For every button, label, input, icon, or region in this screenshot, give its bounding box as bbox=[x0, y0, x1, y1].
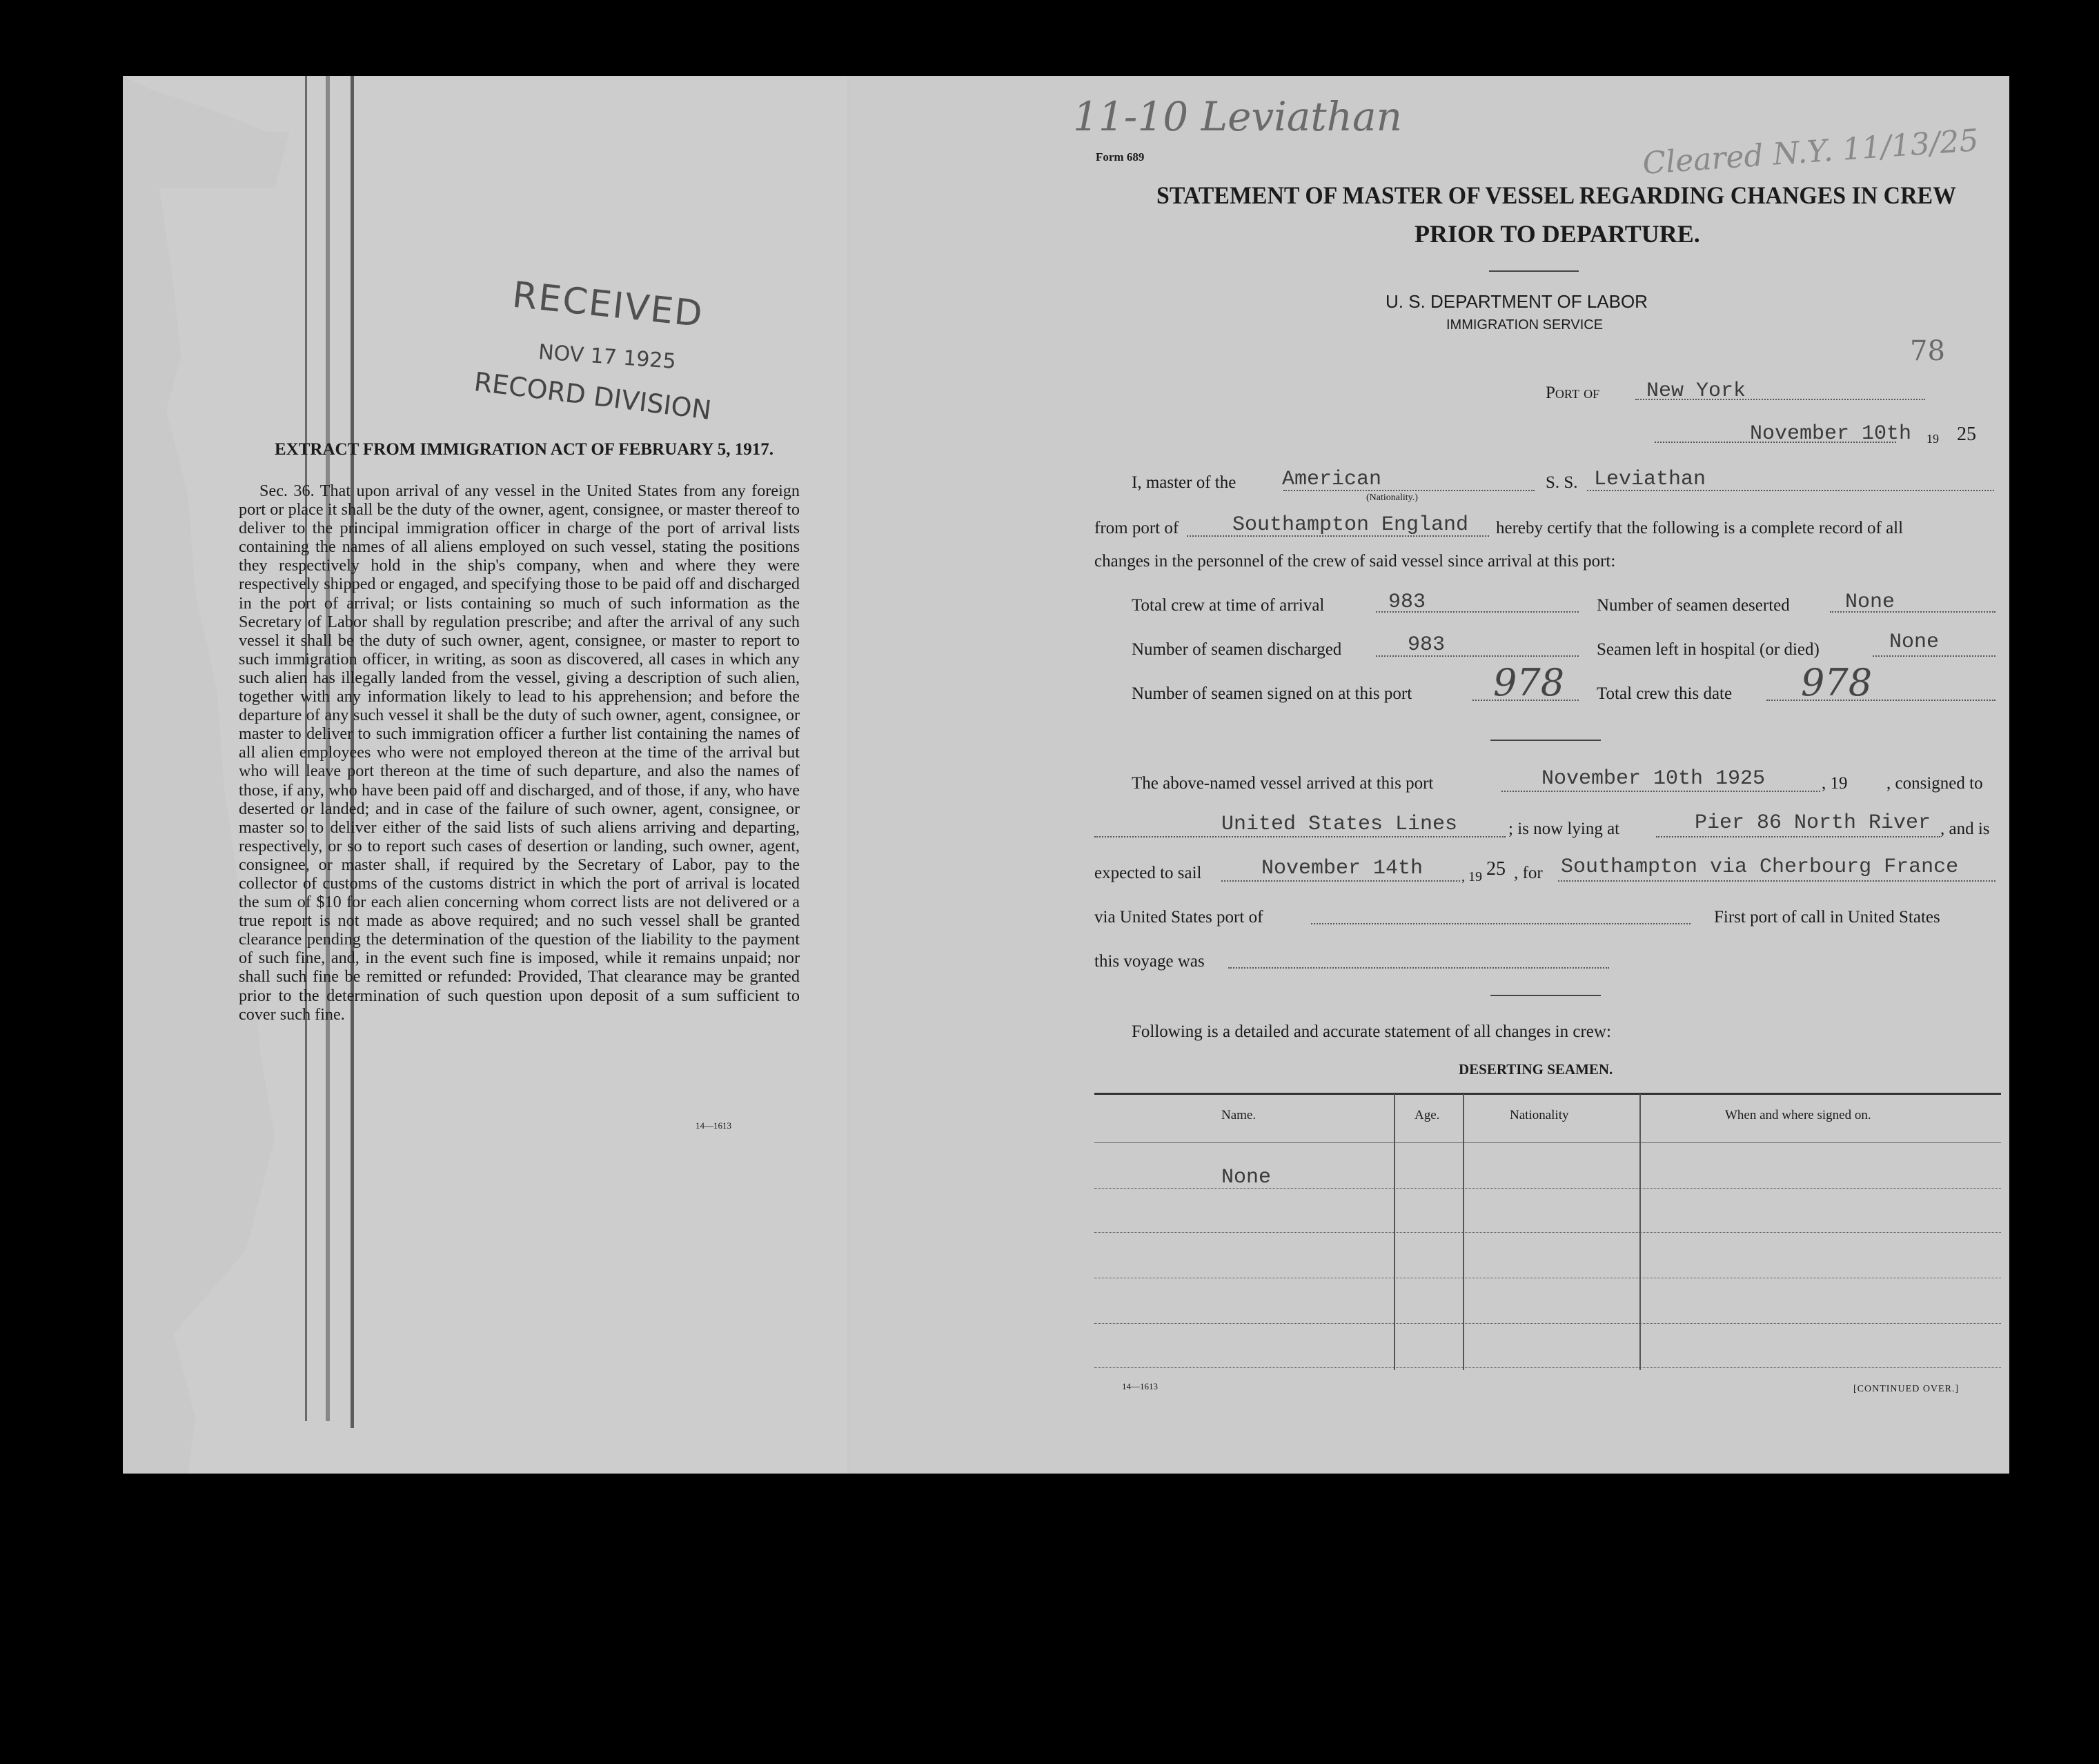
arrived-label: The above-named vessel arrived at this port bbox=[1132, 774, 1434, 793]
expected-year-prefix: , 19 bbox=[1461, 869, 1482, 884]
master-of-label: I, master of the bbox=[1132, 473, 1236, 492]
changes-text: changes in the personnel of the crew of said vessel since arrival at this port: bbox=[1094, 552, 1616, 571]
continued-over: [CONTINUED OVER.] bbox=[1853, 1384, 1960, 1394]
total-crew-date-value: 978 bbox=[1801, 661, 1873, 704]
received-stamp-line1: RECEIVED bbox=[510, 274, 706, 336]
seamen-deserted-value: None bbox=[1845, 591, 1895, 614]
and-is-label: , and is bbox=[1940, 820, 1990, 838]
consignee-line bbox=[1094, 836, 1506, 838]
section-divider-2 bbox=[1490, 995, 1601, 996]
seamen-deserted-label: Number of seamen deserted bbox=[1597, 596, 1790, 615]
total-crew-arrival-value: 983 bbox=[1388, 591, 1426, 614]
total-crew-arrival-label: Total crew at time of arrival bbox=[1132, 596, 1325, 615]
table-header-name: Name. bbox=[1221, 1108, 1257, 1122]
table-row-line-4 bbox=[1094, 1323, 2001, 1324]
lying-line bbox=[1656, 836, 1940, 838]
department-name: U. S. DEPARTMENT OF LABOR bbox=[1386, 291, 1648, 312]
signed-on-value: 978 bbox=[1493, 661, 1565, 704]
expected-year-suffix: 25 bbox=[1486, 858, 1506, 880]
handwritten-page-number: 78 bbox=[1910, 335, 1945, 367]
consignee-value: United States Lines bbox=[1221, 813, 1458, 836]
table-header-rule bbox=[1094, 1142, 2001, 1143]
section-divider-1 bbox=[1490, 740, 1601, 741]
form-title-line1: STATEMENT OF MASTER OF VESSEL REGARDING CHANGES IN CREW bbox=[1156, 181, 1956, 209]
title-divider bbox=[1489, 270, 1579, 272]
extract-print-code: 14—1613 bbox=[696, 1120, 731, 1131]
following-text: Following is a detailed and accurate statement of all changes in crew: bbox=[1132, 1022, 1611, 1041]
hospital-line bbox=[1873, 655, 1995, 657]
extract-title: EXTRACT FROM IMMIGRATION ACT OF FEBRUARY 5, 1917. bbox=[275, 440, 773, 459]
table-header-nationality: Nationality bbox=[1510, 1108, 1569, 1122]
seamen-discharged-label: Number of seamen discharged bbox=[1132, 640, 1342, 659]
hospital-value: None bbox=[1889, 631, 1940, 654]
table-top-rule bbox=[1094, 1093, 2001, 1095]
for-line bbox=[1558, 880, 1995, 882]
form-title-line2: PRIOR TO DEPARTURE. bbox=[1415, 220, 1700, 248]
from-port-label: from port of bbox=[1094, 519, 1179, 537]
footer-print-code: 14—1613 bbox=[1122, 1381, 1158, 1391]
ship-value: Leviathan bbox=[1594, 468, 1706, 491]
via-label: via United States port of bbox=[1094, 908, 1263, 926]
expected-value: November 14th bbox=[1261, 857, 1423, 880]
port-value: New York bbox=[1646, 379, 1746, 403]
arrived-value: November 10th 1925 bbox=[1541, 767, 1766, 791]
first-port-label: First port of call in United States bbox=[1714, 908, 1940, 926]
date-value: November 10th bbox=[1750, 422, 1912, 446]
seamen-discharged-line bbox=[1376, 655, 1579, 657]
table-row-line-5 bbox=[1094, 1367, 2001, 1368]
date-year-prefix: 19 bbox=[1926, 432, 1939, 446]
lying-value: Pier 86 North River bbox=[1695, 811, 1931, 835]
nationality-value: American bbox=[1282, 468, 1382, 491]
nationality-caption: (Nationality.) bbox=[1366, 493, 1418, 503]
table-row-1-name: None bbox=[1221, 1166, 1272, 1189]
arrived-year: , 19 bbox=[1822, 774, 1848, 793]
signed-on-label: Number of seamen signed on at this port bbox=[1132, 684, 1412, 703]
for-label: , for bbox=[1514, 864, 1543, 882]
handwritten-cleared-note: Cleared N.Y. 11/13/25 bbox=[1641, 123, 1980, 181]
lying-label: ; is now lying at bbox=[1508, 820, 1620, 838]
table-row-line-2 bbox=[1094, 1232, 2001, 1233]
via-line bbox=[1311, 923, 1691, 924]
seamen-discharged-value: 983 bbox=[1408, 633, 1446, 657]
ss-label: S. S. bbox=[1546, 473, 1578, 492]
date-year-suffix: 25 bbox=[1957, 424, 1976, 445]
voyage-line bbox=[1228, 967, 1609, 969]
received-stamp-line2: NOV 17 1925 bbox=[538, 340, 677, 374]
form-number: Form 689 bbox=[1096, 150, 1145, 163]
consigned-label: , consigned to bbox=[1886, 774, 1983, 793]
for-value: Southampton via Cherbourg France bbox=[1561, 855, 1959, 879]
extract-paragraph: Sec. 36. That upon arrival of any vessel in the United States from any foreign port or place it shall be the duty of the owner, agent, consignee, or master thereof to deliver to the principal immigration officer in charge of the port of arrival lists containing the names of all aliens employed on such vessel, stating the positions they respectively hold in the ship's company, when and where they were respectively shipped or engaged, and specifying those to be paid off and discharged in the port of arrival; or lists containing so much of such information as the Secretary of Labor shall by regulation prescribe; and after the arrival of any such vessel it shall be the duty of such owner, agent, consignee, or master to report to such immigration officer, in writing, as soon as discovered, all cases in which any such alien has illegally landed from the vessel, giving a description of such alien, together with any information likely to lead to his apprehension; and before the departure of any such vessel it shall be the duty of such owner, agent, consignee, or master to deliver to such immigration officer a further list containing the names of all alien employees who were not employed thereon at the time of the arrival but who will leave port thereon at the time of such departure, and also the names of those, if any, who have been paid off and discharged, and of those, if any, who have deserted or landed; and in case of the failure of such owner, agent, consignee, or master so to deliver either of the said lists of such aliens arriving and departing, respectively, or so to report such cases of desertion or landing, such owner, agent, consignee, or master shall, if required by the Secretary of Labor, pay to the collector of customs of the customs district in which the port of arrival is located the sum of $10 for each alien concerning whom correct lists are not delivered or a true report is not made as above required; and no such vessel shall be granted clearance pending the determination of the question of the liability to the payment of such fine, and, in the event such fine is imposed, while it remains unpaid; nor shall such fine be remitted or refunded: Provided, That clearance may be granted prior to the determination of such question upon deposit of a sum sufficient to cover such fine. bbox=[239, 482, 800, 1024]
expected-label: expected to sail bbox=[1094, 864, 1202, 882]
voyage-label: this voyage was bbox=[1094, 952, 1205, 971]
total-crew-date-label: Total crew this date bbox=[1597, 684, 1733, 703]
arrived-line bbox=[1501, 791, 1820, 792]
hospital-label: Seamen left in hospital (or died) bbox=[1597, 640, 1820, 659]
table-header-signed-on: When and where signed on. bbox=[1725, 1108, 1871, 1122]
deserting-title: DESERTING SEAMEN. bbox=[1459, 1061, 1613, 1078]
from-port-value: Southampton England bbox=[1232, 513, 1469, 537]
extract-body bbox=[239, 482, 800, 1024]
port-label: Port of bbox=[1546, 384, 1600, 402]
table-header-age: Age. bbox=[1415, 1108, 1440, 1122]
handwritten-top-note: 11-10 Leviathan bbox=[1073, 93, 1402, 140]
received-stamp-line3: RECORD DIVISION bbox=[472, 366, 713, 426]
service-name: IMMIGRATION SERVICE bbox=[1446, 317, 1604, 333]
certify-text: hereby certify that the following is a complete record of all bbox=[1496, 519, 1904, 537]
expected-line bbox=[1221, 880, 1460, 882]
